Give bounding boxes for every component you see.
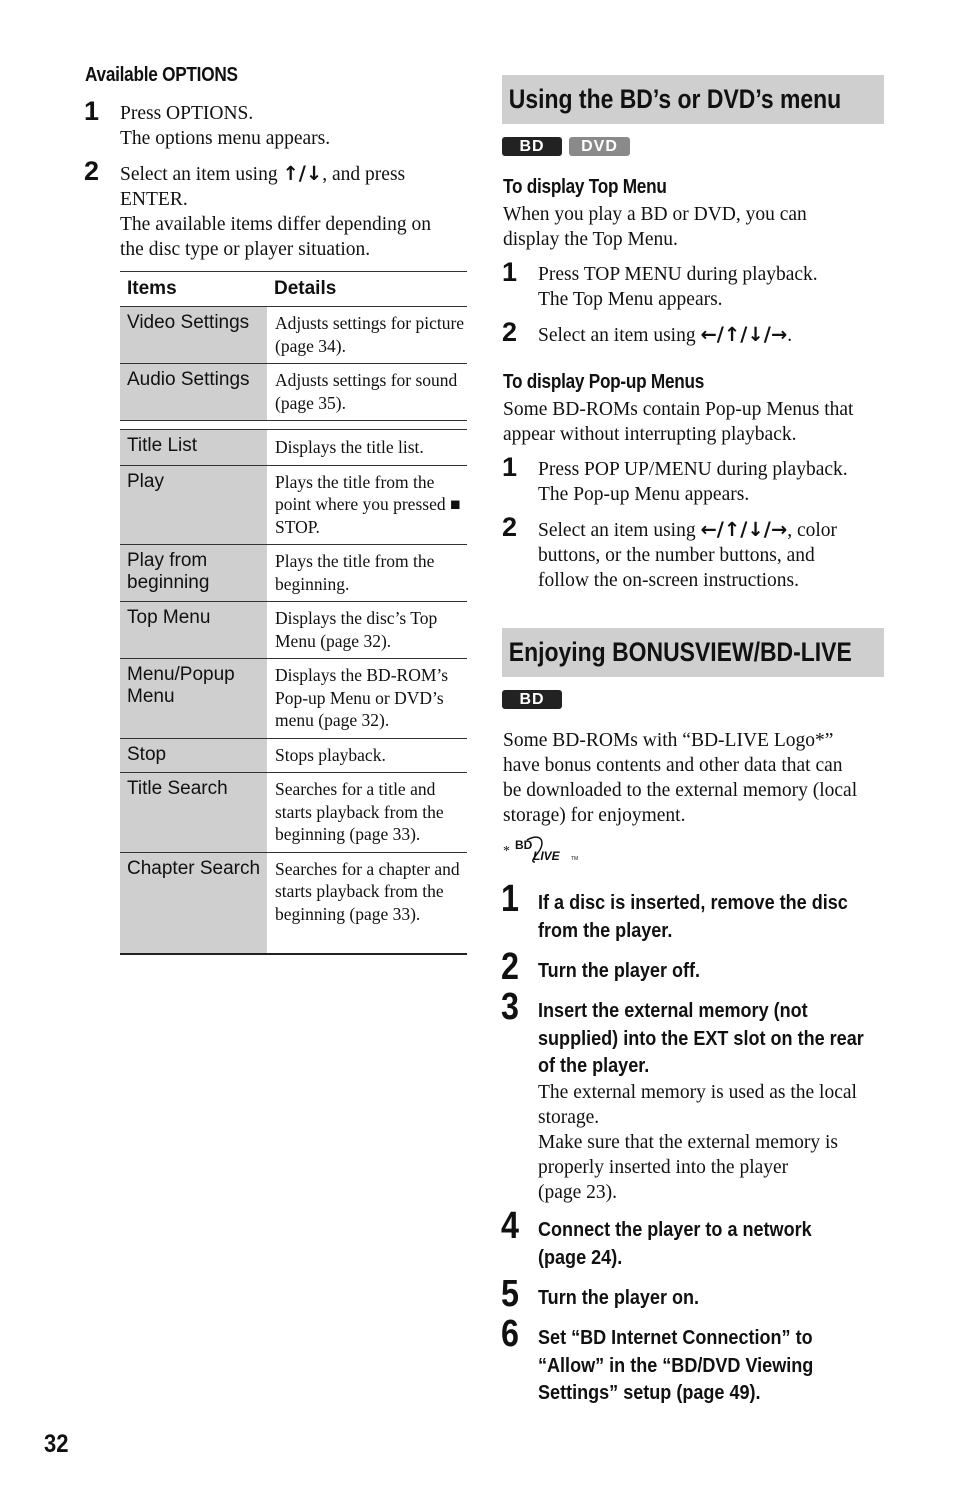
step-line: of the player. (538, 1054, 650, 1077)
step-number: 2 (84, 156, 100, 186)
table-row (120, 659, 467, 739)
step-number: 1 (502, 452, 518, 482)
dvd-badge: DVD (569, 137, 630, 156)
step-text (538, 957, 700, 985)
section-header-bonusview (502, 628, 884, 677)
step-number: 3 (501, 986, 519, 1028)
arrow-keys-icon: ←/↑/↓/→ (700, 323, 788, 346)
table-cell-item: Audio Settings (120, 364, 267, 421)
intro-line: When you play a BD or DVD, you can (503, 204, 807, 225)
step-number: 5 (501, 1273, 519, 1315)
bd-live-logo-icon (513, 834, 589, 866)
step-text (538, 517, 837, 593)
table-row (120, 602, 467, 659)
bonusview-intro (503, 728, 857, 828)
step-text (538, 1284, 699, 1312)
step-line: Turn the player off. (538, 959, 701, 982)
step-line: Press POP UP/MENU during playback. (538, 459, 848, 480)
step-number: 4 (501, 1205, 519, 1247)
bd-badge: BD (502, 690, 562, 709)
step-line: Press TOP MENU during playback. (538, 264, 818, 285)
options-heading: Available OPTIONS (85, 64, 238, 86)
table-cell-detail: Plays the title from the beginning. (267, 545, 467, 602)
step-line: supplied) into the EXT slot on the rear (538, 1026, 864, 1050)
step-text (538, 1216, 812, 1271)
table-cell-item: Play (120, 465, 267, 545)
step-line: “Allow” in the “BD/DVD Viewing (538, 1353, 814, 1377)
step-text (538, 1324, 813, 1407)
step-line: The Top Menu appears. (538, 289, 723, 310)
step-number: 2 (501, 946, 519, 988)
table-header-items: Items (120, 272, 267, 307)
table-row (120, 307, 467, 364)
step-number: 1 (501, 878, 519, 920)
step-line: Turn the player on. (538, 1286, 700, 1309)
step-line: Press OPTIONS. (120, 103, 254, 124)
step-line: buttons, or the number buttons, and (538, 545, 815, 566)
step-line: Insert the external memory (not (538, 999, 808, 1022)
step-text (120, 161, 431, 262)
table-cell-detail: Displays the disc’s Top Menu (page 32). (267, 602, 467, 659)
section-header-bd-dvd-menu (502, 75, 884, 124)
top-menu-heading: To display Top Menu (503, 176, 667, 198)
table-row (120, 364, 467, 421)
popup-intro (503, 397, 853, 447)
step-text (538, 889, 848, 944)
table-cell-detail: Displays the BD-ROM’s Pop-up Menu or DVD’s menu (page 32). (267, 659, 467, 739)
step-line: The options menu appears. (120, 128, 331, 149)
table-cell-detail: Displays the title list. (267, 430, 467, 466)
step-line: Settings” setup (page 49). (538, 1381, 761, 1404)
table-cell-detail: Adjusts settings for picture (page 34). (267, 307, 467, 364)
table-cell-detail: Adjusts settings for sound (page 35). (267, 364, 467, 421)
step-notes (538, 1080, 857, 1205)
note-line: (page 23). (538, 1182, 618, 1203)
table-divider (120, 421, 467, 430)
table-cell-item: Video Settings (120, 307, 267, 364)
section-title: Using the BD’s or DVD’s menu (508, 84, 842, 114)
arrow-keys-icon: ←/↑/↓/→ (700, 518, 788, 541)
note-line: properly inserted into the player (538, 1157, 789, 1178)
step-number: 6 (501, 1313, 519, 1355)
page-number: 32 (44, 1430, 69, 1458)
intro-line: storage) for enjoyment. (503, 805, 686, 826)
table-cell-detail: Searches for a title and starts playback from the beginning (page 33). (267, 773, 467, 853)
note-line: The external memory is used as the local (538, 1082, 857, 1103)
note-line: Make sure that the external memory is (538, 1132, 838, 1153)
bd-badge: BD (502, 137, 562, 156)
step-number: 2 (502, 512, 518, 542)
step-line: Set “BD Internet Connection” to (538, 1326, 813, 1349)
step-number: 1 (502, 257, 518, 287)
table-row (120, 465, 467, 545)
table-cell-item: Title List (120, 430, 267, 466)
step-number: 1 (84, 96, 100, 126)
table-cell-item: Play from beginning (120, 545, 267, 602)
intro-line: Some BD-ROMs contain Pop-up Menus that (503, 399, 854, 420)
table-cell-item: Title Search (120, 773, 267, 853)
step-line: Connect the player to a network (538, 1218, 812, 1241)
step-line: from the player. (538, 918, 673, 942)
options-table (120, 271, 467, 955)
table-row (120, 430, 467, 466)
step-line: (page 24). (538, 1245, 623, 1269)
step-line: If a disc is inserted, remove the disc (538, 891, 848, 914)
step-text: Select an item using ←/↑/↓/→. (538, 323, 793, 346)
top-menu-intro (503, 202, 807, 252)
step-line: The Pop-up Menu appears. (538, 484, 750, 505)
table-row (120, 773, 467, 853)
step-line: follow the on-screen instructions. (538, 570, 800, 591)
popup-heading: To display Pop-up Menus (503, 371, 705, 393)
table-cell-detail: Searches for a chapter and starts playback from the beginning (page 33). (267, 852, 467, 954)
note-line: storage. (538, 1107, 600, 1128)
svg-text:BD: BD (515, 838, 533, 852)
table-cell-item: Stop (120, 738, 267, 773)
bd-live-logo (503, 834, 593, 866)
intro-line: Some BD-ROMs with “BD-LIVE Logo*” (503, 730, 834, 751)
step-text (538, 262, 818, 312)
step-line: ENTER. (120, 189, 188, 210)
intro-line: be downloaded to the external memory (local (503, 780, 858, 801)
table-cell-item: Top Menu (120, 602, 267, 659)
svg-text:LIVE: LIVE (533, 849, 560, 863)
table-row (120, 852, 467, 954)
step-text (538, 457, 848, 507)
intro-line: display the Top Menu. (503, 229, 678, 250)
up-down-arrow-icon: ↑/↓ (282, 162, 323, 185)
svg-text:TM: TM (571, 856, 579, 862)
table-cell-item: Chapter Search (120, 852, 267, 954)
step-number: 2 (502, 317, 518, 347)
section-title: Enjoying BONUSVIEW/BD-LIVE (508, 637, 852, 667)
intro-line: appear without interrupting playback. (503, 424, 797, 445)
step-text (538, 997, 864, 1080)
table-cell-detail: Stops playback. (267, 738, 467, 773)
step-text (120, 101, 330, 151)
step-line: the disc type or player situation. (120, 239, 371, 260)
step-line: The available items differ depending on (120, 214, 431, 235)
table-header-details: Details (267, 272, 467, 307)
table-row (120, 738, 467, 773)
step-line: Select an item using ↑/↓, and press (120, 162, 406, 185)
table-cell-detail: Plays the title from the point where you pressed ■ STOP. (267, 465, 467, 545)
logo-asterisk: * (503, 844, 510, 859)
intro-line: have bonus contents and other data that can (503, 755, 843, 776)
step-line: Select an item using ←/↑/↓/→, color (538, 518, 838, 541)
table-row (120, 545, 467, 602)
table-cell-item: Menu/Popup Menu (120, 659, 267, 739)
